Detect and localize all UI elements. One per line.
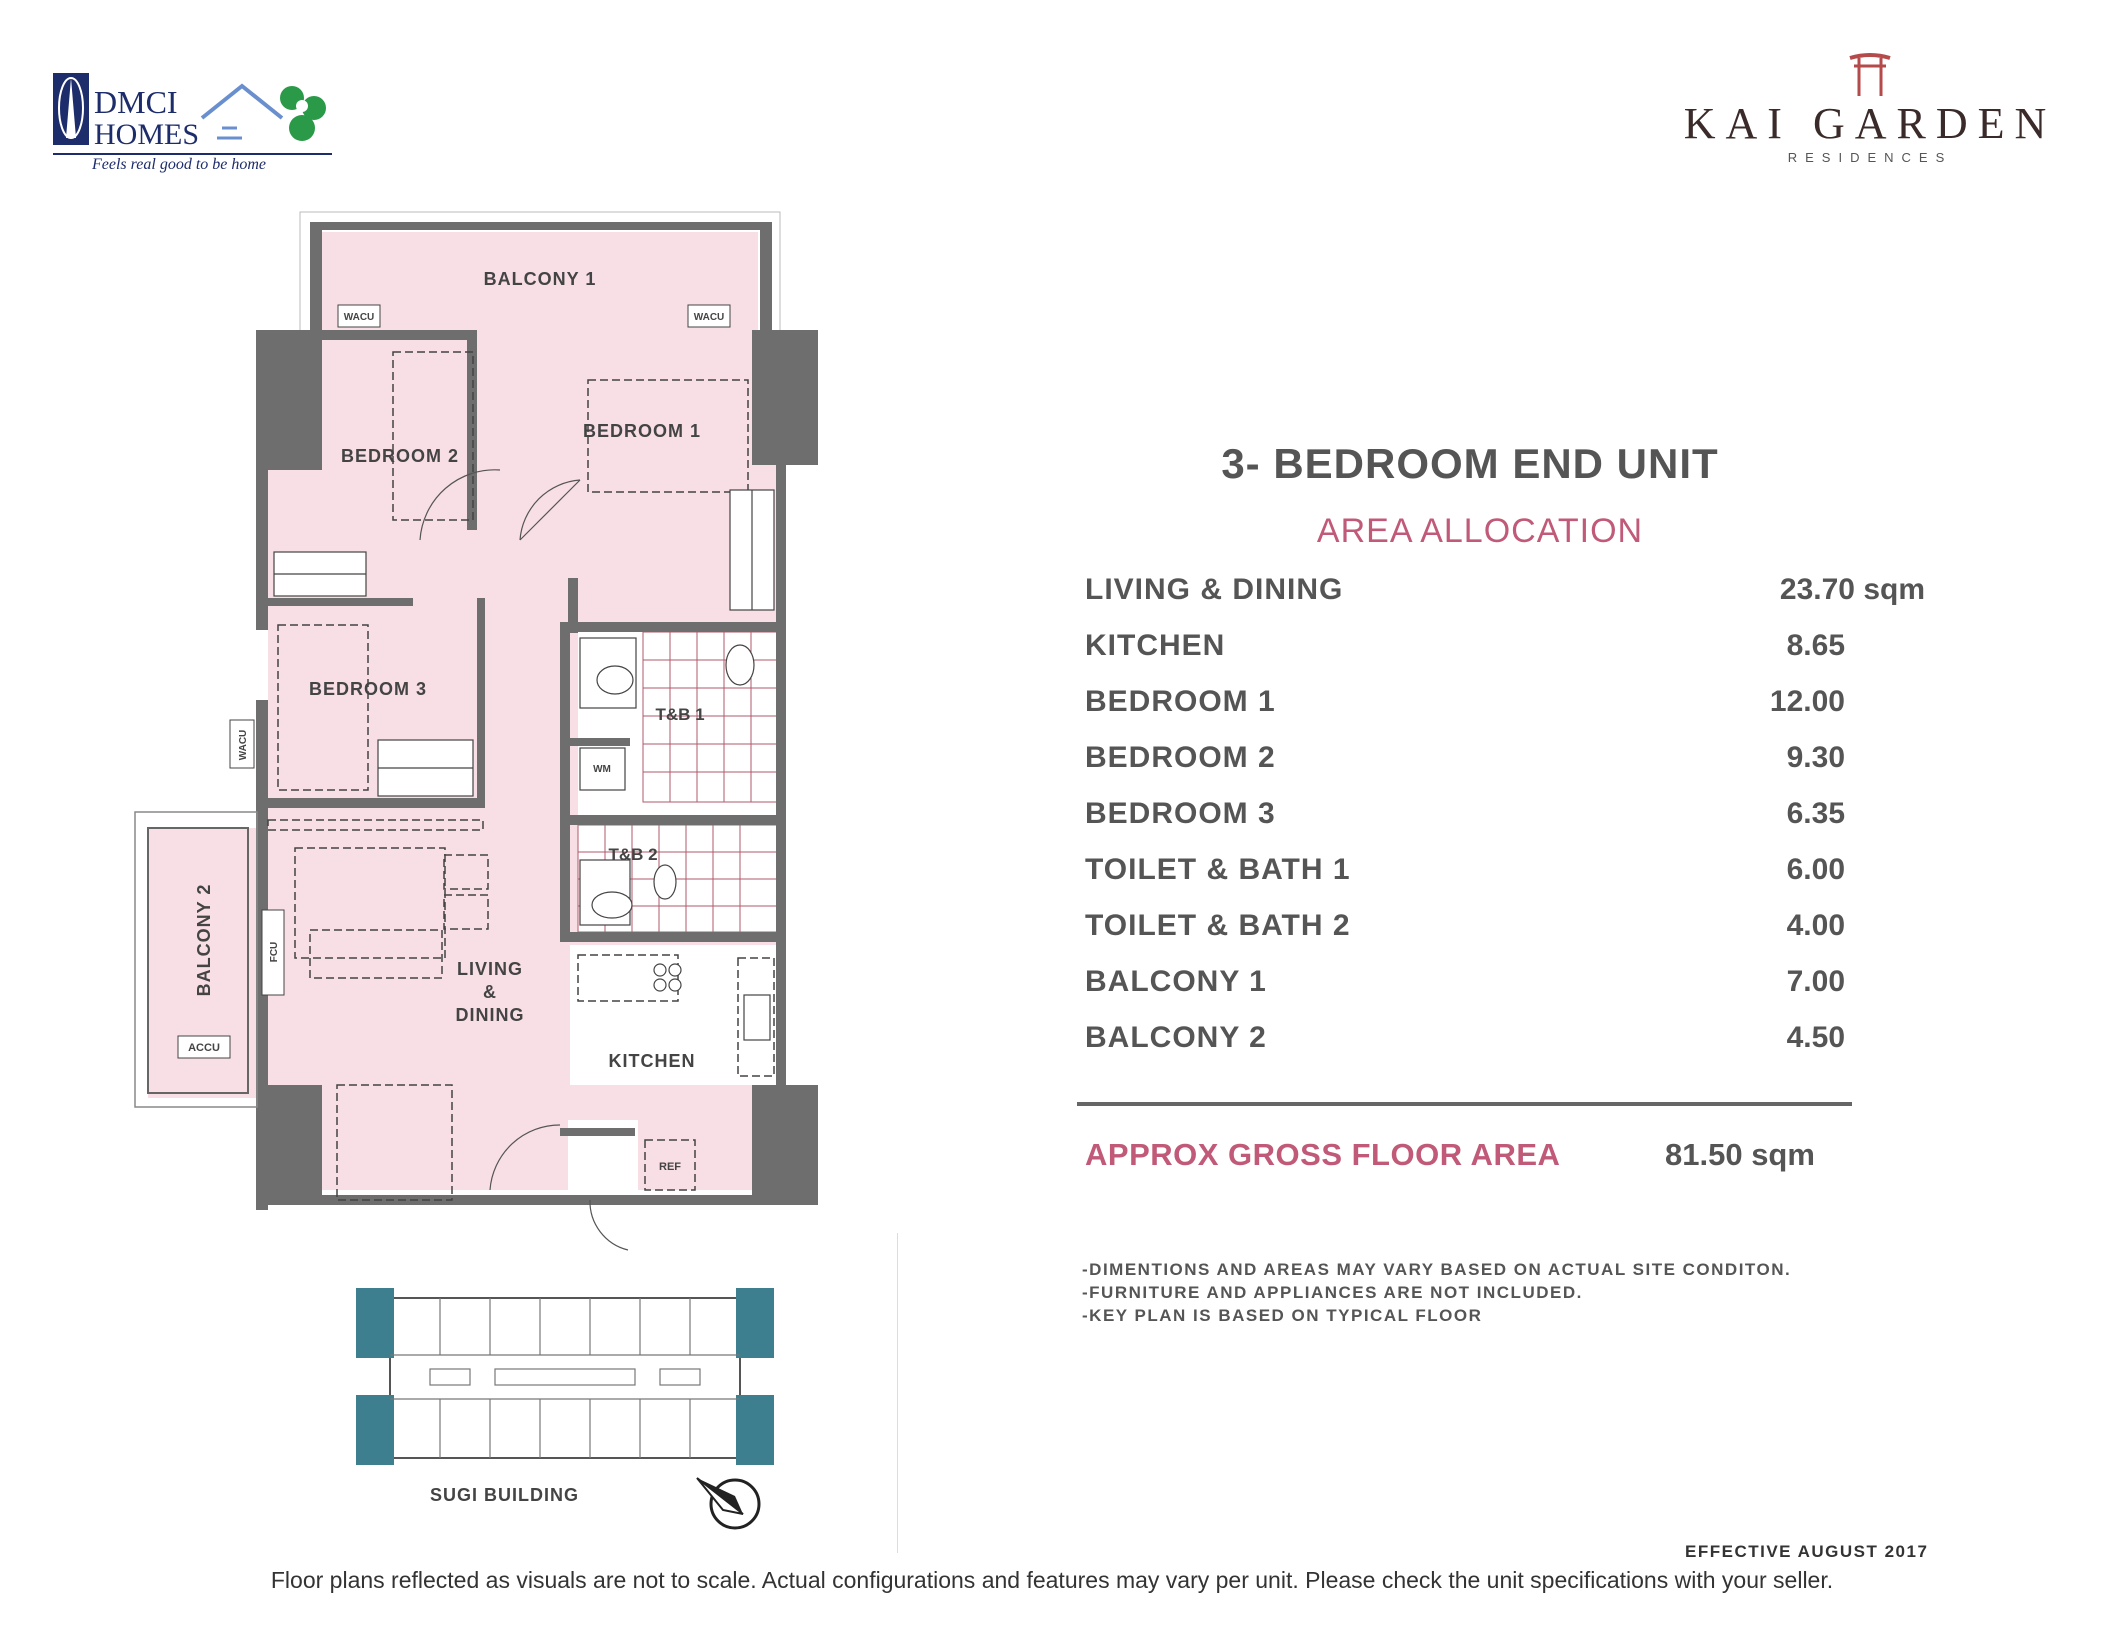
label-balcony-2: BALCONY 2 — [194, 883, 214, 997]
dmci-homes-logo — [52, 68, 342, 178]
label-bedroom-1: BEDROOM 1 — [582, 421, 702, 441]
allocation-row — [1085, 629, 1845, 685]
row-label: BEDROOM 3 — [1085, 797, 1276, 830]
row-value: 12.00 — [1769, 685, 1845, 718]
row-value: 8.65 — [1786, 629, 1845, 662]
row-value: 7.00 — [1786, 965, 1845, 998]
note-key-plan: -KEY PLAN IS BASED ON TYPICAL FLOOR — [1082, 1306, 1483, 1325]
row-value: 4.00 — [1786, 909, 1845, 942]
allocation-row — [1085, 797, 1845, 853]
row-label: KITCHEN — [1085, 629, 1226, 662]
disclaimer: Floor plans reflected as visuals are not to scale. Actual configurations and features may vary per unit. Please check the unit specifications with your seller. — [270, 1567, 1834, 1593]
floor-plan — [130, 205, 830, 1265]
dmci-logo-mark — [52, 68, 342, 158]
allocation-row — [1085, 741, 1845, 797]
key-plan — [350, 1283, 780, 1468]
label-living-3: DINING — [455, 1005, 525, 1025]
row-value: 6.35 — [1786, 797, 1845, 830]
gross-floor-area-value: 81.50 sqm — [1665, 1137, 1815, 1172]
row-value: 23.70 sqm — [1779, 573, 1925, 606]
kai-garden-name: KAI GARDEN — [1683, 99, 2057, 148]
note-furniture: -FURNITURE AND APPLIANCES ARE NOT INCLUDED. — [1082, 1283, 1583, 1302]
key-plan-caption: SUGI BUILDING — [430, 1485, 580, 1505]
label-living-1: LIVING — [456, 959, 524, 979]
row-label: TOILET & BATH 1 — [1085, 853, 1351, 886]
row-value: 9.30 — [1786, 741, 1845, 774]
row-label: LIVING & DINING — [1085, 573, 1344, 606]
row-label: BALCONY 1 — [1085, 965, 1267, 998]
label-bedroom-3: BEDROOM 3 — [308, 679, 428, 699]
allocation-row — [1085, 573, 1925, 629]
allocation-row — [1085, 853, 1845, 909]
divider-vertical — [897, 1233, 898, 1553]
floor-plan-drawing — [130, 205, 830, 1265]
table-divider — [1077, 1102, 1852, 1106]
row-label: TOILET & BATH 2 — [1085, 909, 1351, 942]
gross-floor-area-label: APPROX GROSS FLOOR AREA — [1085, 1137, 1561, 1172]
allocation-row — [1085, 685, 1845, 741]
row-value: 6.00 — [1786, 853, 1845, 886]
area-allocation-title: AREA ALLOCATION — [1316, 512, 1644, 550]
key-plan-drawing — [350, 1283, 780, 1468]
note-dimensions: -DIMENTIONS AND AREAS MAY VARY BASED ON ACTUAL SITE CONDITON. — [1082, 1260, 1792, 1279]
row-value: 4.50 — [1786, 1021, 1845, 1054]
row-label: BEDROOM 2 — [1085, 741, 1276, 774]
torii-gate-icon — [1660, 50, 2080, 100]
label-bedroom-2: BEDROOM 2 — [340, 446, 460, 466]
wacu-label-1: WACU — [343, 312, 375, 323]
kai-garden-logo — [1660, 50, 2080, 170]
wacu-label-2: WACU — [693, 312, 725, 323]
north-arrow-icon — [693, 1470, 761, 1532]
allocation-row — [1085, 909, 1845, 965]
allocation-row — [1085, 1021, 1845, 1077]
row-label: BEDROOM 1 — [1085, 685, 1276, 718]
label-balcony-1: BALCONY 1 — [483, 269, 597, 289]
label-tb-2: T&B 2 — [608, 845, 658, 864]
fcu-label: FCU — [269, 941, 280, 963]
accu-label: ACCU — [188, 1042, 220, 1054]
wacu-label-3: WACU — [238, 729, 249, 761]
row-label: BALCONY 2 — [1085, 1021, 1267, 1054]
allocation-row — [1085, 965, 1845, 1021]
label-kitchen: KITCHEN — [608, 1051, 696, 1071]
wm-label: WM — [593, 764, 611, 775]
dmci-tagline: Feels real good to be home — [92, 156, 267, 173]
effective-date: EFFECTIVE AUGUST 2017 — [1685, 1542, 1929, 1561]
unit-title: 3- BEDROOM END UNIT — [1221, 440, 1719, 487]
label-living-2: & — [483, 982, 497, 1002]
label-tb-1: T&B 1 — [655, 705, 705, 724]
kai-garden-sub: RESIDENCES — [1787, 150, 1953, 165]
logo-text-homes: HOMES — [94, 118, 200, 151]
ref-label: REF — [659, 1161, 681, 1173]
logo-text-dmci: DMCI — [94, 84, 178, 120]
